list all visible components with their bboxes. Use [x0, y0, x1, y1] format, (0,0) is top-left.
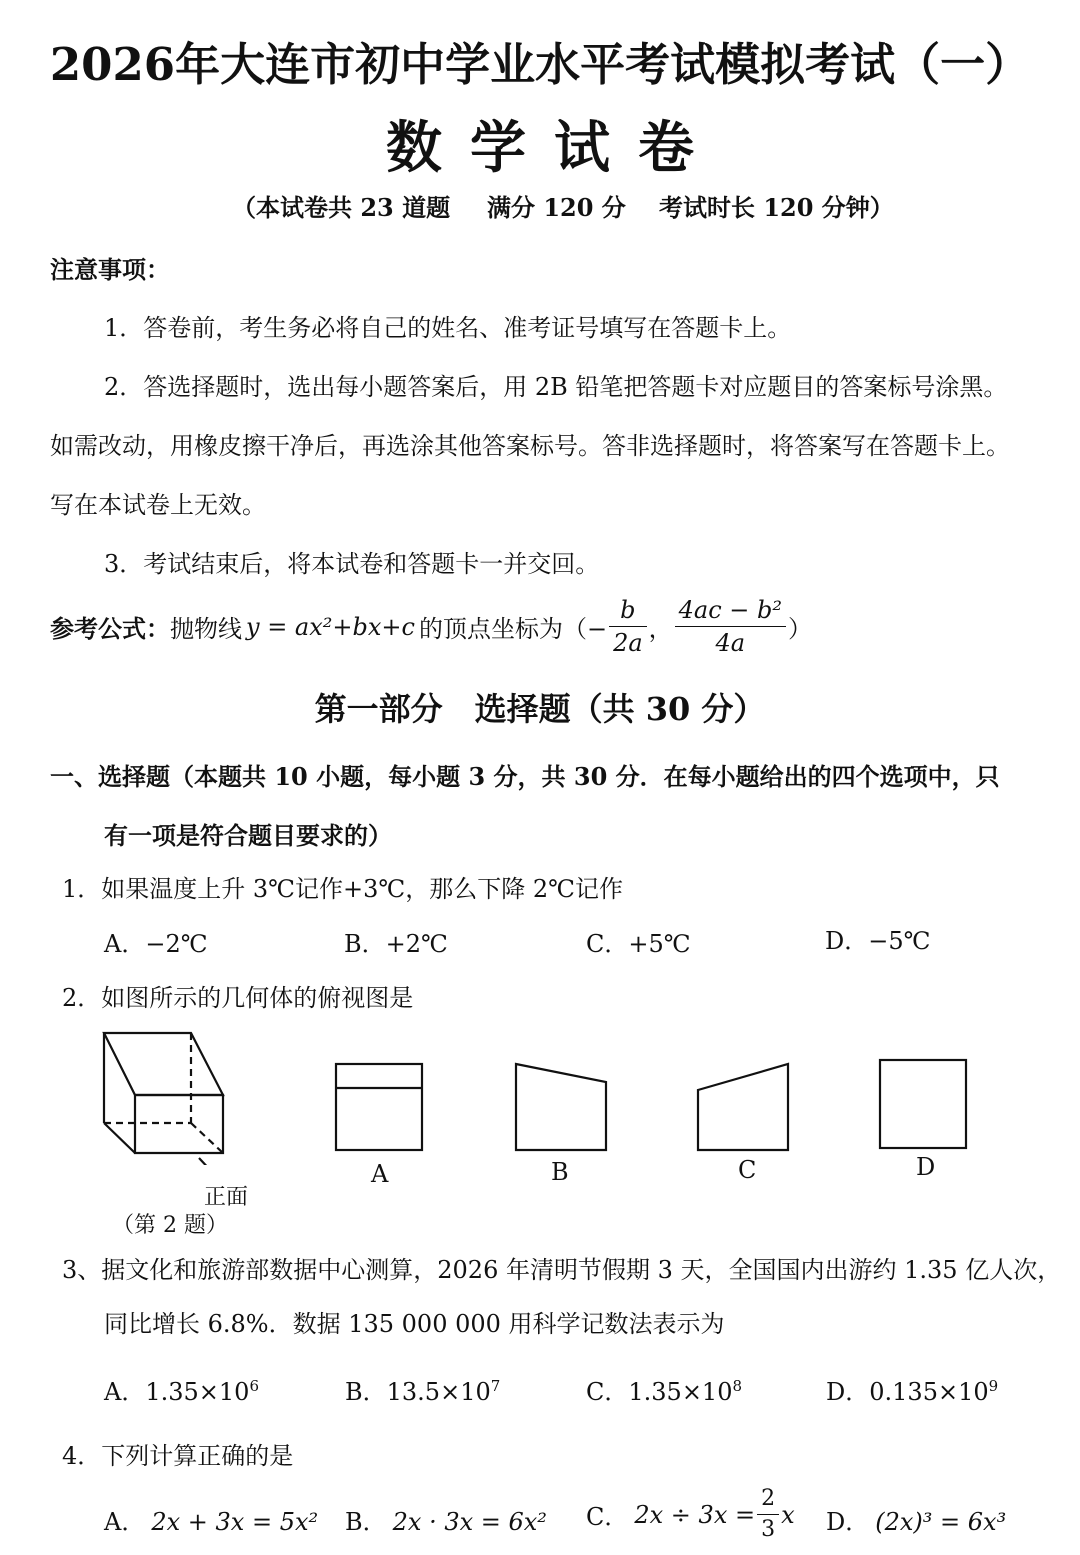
q2-option-d-label: D — [916, 1153, 936, 1181]
q4-option-a-expression: 2x + 3x = 5x² — [151, 1508, 319, 1536]
solid-hidden-diagonal-edge — [191, 1123, 223, 1153]
vertex-x-fraction — [609, 598, 647, 655]
figure-caption: （第 2 题） — [112, 1213, 228, 1238]
question-3-stem-line-1: 3、据文化和旅游部数据中心测算，2026 年清明节假期 3 天，全国国内出游约 1.35 亿人次， — [62, 1256, 1062, 1284]
q3-option-b-label: B． — [345, 1378, 387, 1406]
option-a-square — [336, 1064, 422, 1150]
part-one-title: 第一部分 选择题（共 30 分） — [314, 690, 766, 728]
q4-option-c — [586, 1488, 795, 1541]
section-instructions-line-1: 一、选择题（本题共 10 小题，每小题 3 分，共 30 分．在每小题给出的四个选项中，只 — [50, 762, 1000, 791]
option-b-view — [510, 1058, 612, 1158]
q4-option-b — [345, 1502, 547, 1537]
q4-option-d — [826, 1502, 1006, 1537]
q4-option-c-variable: x — [781, 1500, 795, 1529]
q1-option-c: C．+5℃ — [586, 930, 691, 958]
notice-line-1: 1．答卷前，考生务必将自己的姓名、准考证号填写在答题卡上。 — [104, 314, 792, 342]
vertex-y-fraction — [675, 598, 786, 655]
notice-line-5: 3．考试结束后，将本试卷和答题卡一并交回。 — [104, 550, 600, 578]
meta-duration: 考试时长 120 分钟） — [659, 193, 894, 222]
q2-option-a-label: A — [371, 1160, 389, 1188]
notice-heading: 注意事项： — [50, 255, 170, 284]
formula-text: 抛物线 — [170, 615, 242, 643]
vertex-x-denominator: 2a — [613, 629, 643, 657]
q4-option-c-lhs: 2x ÷ 3x = — [634, 1500, 756, 1529]
formula-separator: ， — [648, 615, 673, 643]
solid-top-face — [104, 1033, 223, 1095]
q1-option-b: B．+2℃ — [344, 930, 448, 958]
section-instructions-line-2: 有一项是符合题目要求的） — [104, 821, 392, 850]
subject-title: 数学试卷 — [386, 115, 722, 181]
q3-option-a-base: 1.35×10 — [145, 1378, 250, 1406]
option-c-trapezoid — [698, 1064, 788, 1150]
formula-expression: y = ax²+bx+c — [246, 612, 415, 641]
notice-line-2: 2．答选择题时，选出每小题答案后，用 2B 铅笔把答题卡对应题目的答案标号涂黑。 — [104, 373, 1008, 401]
meta-full-score: 满分 120 分 — [487, 193, 626, 222]
q3-option-a-exponent: 6 — [249, 1377, 259, 1395]
q3-option-c — [586, 1372, 742, 1407]
formula-open: （− — [562, 615, 608, 643]
formula-label: 参考公式： — [50, 614, 170, 643]
q3-option-d — [826, 1372, 998, 1407]
solid-bottom-left-edge — [104, 1123, 135, 1153]
option-b-trapezoid — [516, 1064, 606, 1150]
q4-option-c-numerator: 2 — [757, 1488, 779, 1515]
q4-option-d-label: D． — [826, 1508, 870, 1536]
q3-option-a-label: A． — [104, 1378, 146, 1406]
solid-figure — [95, 1025, 235, 1165]
q1-option-d: D．−5℃ — [825, 927, 931, 955]
question-1-stem: 1．如果温度上升 3℃记作+3℃，那么下降 2℃记作 — [62, 875, 623, 903]
option-d-view — [874, 1054, 974, 1154]
formula-text-2: 的顶点坐标为 — [418, 615, 563, 643]
option-a-view — [330, 1058, 430, 1158]
q3-option-c-base: 1.35×10 — [628, 1378, 733, 1406]
q4-option-c-label: C． — [586, 1503, 629, 1531]
q4-option-a — [104, 1502, 318, 1537]
q4-option-c-fraction — [757, 1488, 779, 1541]
vertex-y-numerator: 4ac − b² — [675, 598, 786, 627]
q3-option-b-exponent: 7 — [490, 1377, 501, 1395]
exam-title: 2026年大连市初中学业水平考试模拟考试（一） — [49, 38, 1031, 91]
q4-option-b-label: B． — [345, 1508, 387, 1536]
front-label: 正面 — [204, 1185, 249, 1210]
notice-line-3: 如需改动，用橡皮擦干净后，再选涂其他答案标号。答非选择题时，将答案写在答题卡上。 — [50, 432, 1010, 460]
front-pointer-line — [199, 1158, 213, 1165]
vertex-y-denominator: 4a — [715, 629, 746, 657]
notice-line-4: 写在本试卷上无效。 — [50, 491, 266, 519]
formula-close: ） — [788, 615, 813, 643]
q3-option-c-exponent: 8 — [732, 1377, 743, 1395]
q3-option-d-base: 0.135×10 — [869, 1378, 989, 1406]
q3-option-d-label: D． — [826, 1378, 870, 1406]
q3-option-d-exponent: 9 — [988, 1377, 999, 1395]
q4-option-b-expression: 2x · 3x = 6x² — [392, 1508, 547, 1536]
q3-option-a — [104, 1372, 259, 1407]
question-4-stem: 4．下列计算正确的是 — [62, 1442, 294, 1470]
meta-question-count: （本试卷共 23 道题 — [232, 193, 451, 222]
vertex-x-numerator: b — [609, 598, 647, 627]
q3-option-c-label: C． — [586, 1378, 629, 1406]
option-d-square — [880, 1060, 966, 1148]
question-3-stem-line-2: 同比增长 6.8%．数据 135 000 000 用科学记数法表示为 — [104, 1310, 725, 1338]
q3-option-b — [345, 1372, 500, 1407]
q4-option-c-denominator: 3 — [761, 1517, 776, 1542]
q2-option-c-label: C — [738, 1156, 757, 1184]
q2-option-b-label: B — [551, 1158, 569, 1186]
question-2-stem: 2．如图所示的几何体的俯视图是 — [62, 984, 414, 1012]
q3-option-b-base: 13.5×10 — [386, 1378, 491, 1406]
q1-option-a: A．−2℃ — [104, 930, 208, 958]
reference-formula — [50, 598, 812, 655]
option-c-view — [692, 1058, 794, 1158]
q4-option-d-expression: (2x)³ = 6x³ — [875, 1508, 1007, 1536]
q4-option-a-label: A． — [104, 1508, 146, 1536]
